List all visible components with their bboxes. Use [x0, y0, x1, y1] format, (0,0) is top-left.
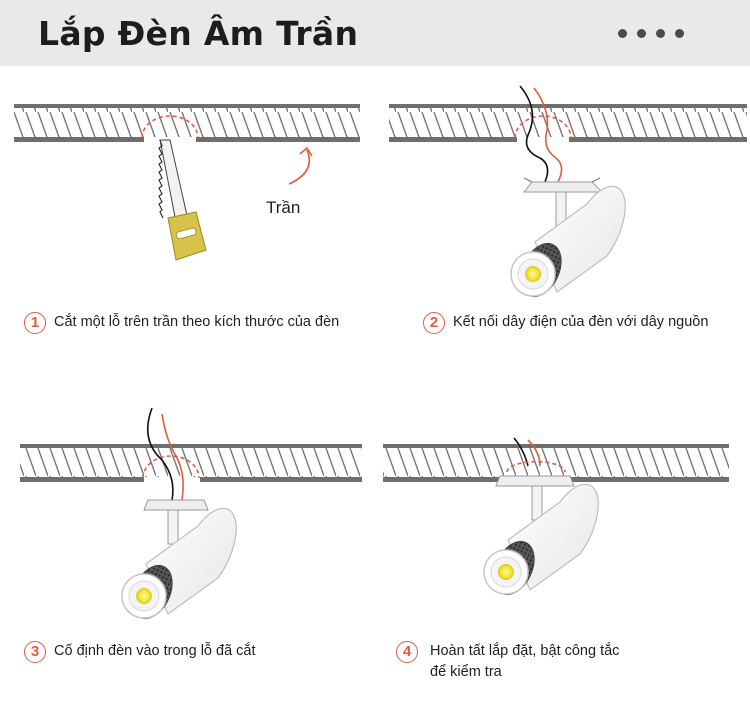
- ceiling-bottom-left: [383, 477, 505, 482]
- panel-4-complete: [383, 438, 729, 601]
- ceiling-top-line: [383, 444, 729, 448]
- ceiling-top-line: [389, 104, 747, 108]
- step-3: [24, 641, 256, 663]
- step-caption-line2: để kiểm tra: [430, 664, 502, 680]
- step-caption-line1: Hoàn tất lắp đặt, bật công tắc: [430, 643, 620, 659]
- ceiling-bottom-left: [14, 137, 144, 142]
- panel-2-connect-wires: [389, 86, 747, 303]
- ceiling-bottom-left: [389, 137, 517, 142]
- step-caption: Cố định đèn vào trong lỗ đã cắt: [54, 643, 256, 659]
- mounting-cup: [524, 182, 602, 192]
- ceiling-top-line: [20, 444, 362, 448]
- step-number-badge: 3: [24, 641, 46, 663]
- ceiling-label: Trần: [266, 198, 301, 217]
- ceiling-hatch: [383, 448, 729, 477]
- arrow-head-icon: [300, 148, 312, 156]
- step-caption: Cắt một lỗ trên trần theo kích thước của đèn: [54, 314, 340, 330]
- ceiling-bottom-left: [20, 477, 144, 482]
- ceiling-bottom-right: [200, 477, 362, 482]
- panel-3-fix-lamp: [20, 408, 362, 625]
- ceiling-bottom-right: [196, 137, 360, 142]
- mounting-flange: [496, 476, 574, 486]
- ceiling-hatch: [14, 108, 360, 137]
- saw-icon: [159, 140, 206, 260]
- spring-clips: [524, 178, 600, 182]
- ceiling-bottom-right: [569, 137, 747, 142]
- lamp-arm: [532, 486, 542, 520]
- step-number-badge: 1: [24, 312, 46, 334]
- step-number-badge: 4: [396, 641, 418, 663]
- step-caption: Kết nối dây điện của đèn với dây nguồn: [453, 314, 709, 330]
- page-title: Lắp Đèn Âm Trần: [38, 14, 359, 53]
- ceiling-hatch: [20, 448, 362, 477]
- step-2: [423, 312, 708, 334]
- panel-1-cut-hole: [14, 104, 360, 260]
- step-caption-block: [418, 641, 619, 683]
- lamp-arm: [168, 510, 178, 544]
- ceiling-top-line: [14, 104, 360, 108]
- step-4: [396, 641, 619, 683]
- ceiling-bottom-right: [566, 477, 729, 482]
- ceiling-hatch: [389, 108, 747, 137]
- mounting-cup: [144, 500, 208, 510]
- pointer-arrow: [289, 150, 309, 184]
- step-1: [24, 312, 339, 334]
- step-number-badge: 2: [423, 312, 445, 334]
- track-lamp: [122, 508, 236, 625]
- track-lamp: [511, 186, 625, 303]
